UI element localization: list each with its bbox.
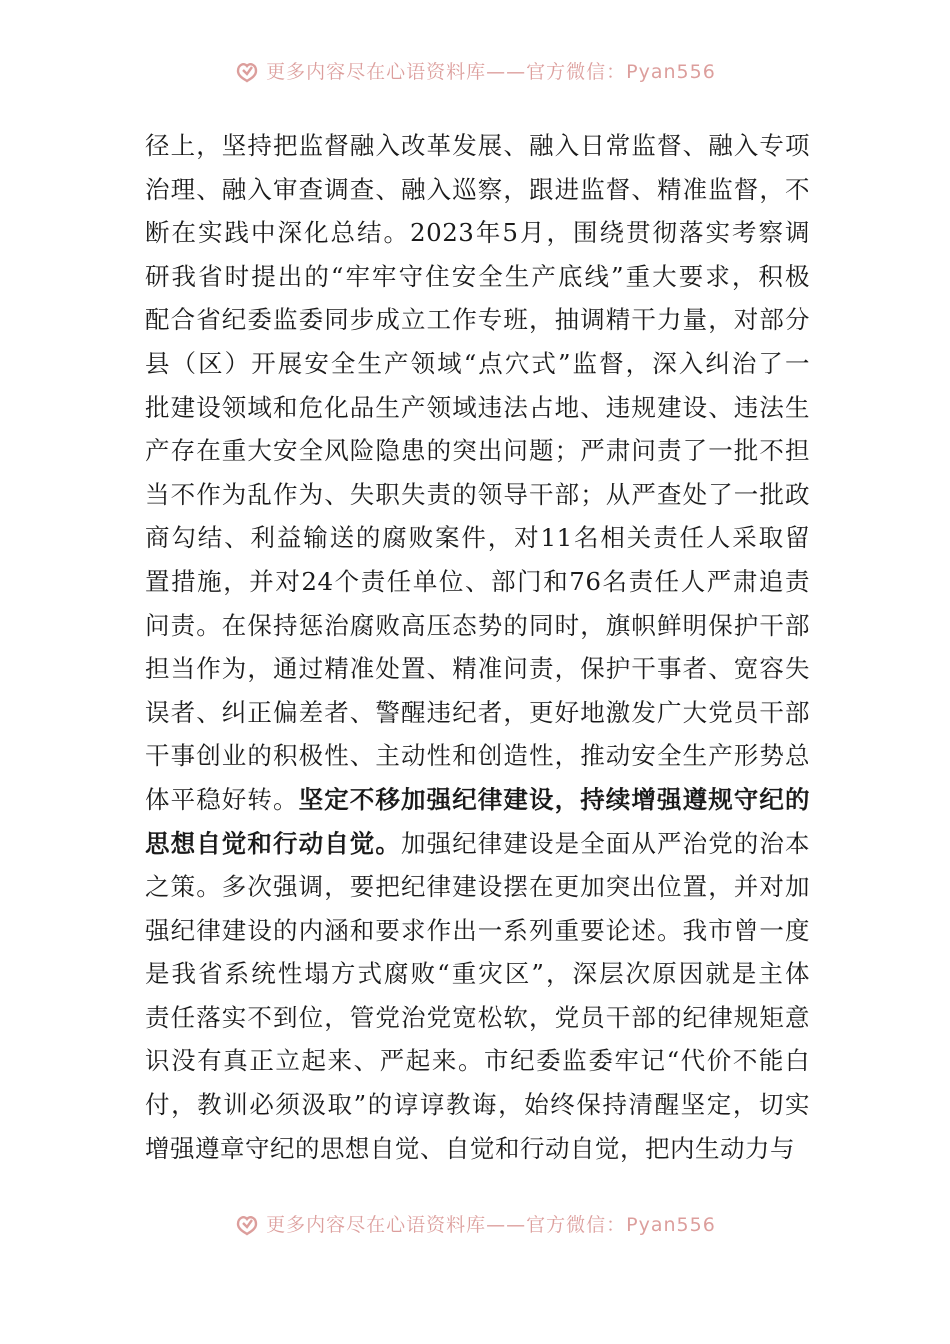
body-text: 径上，坚持把监督融入改革发展、融入日常监督、融入专项 xyxy=(145,131,810,160)
text-line xyxy=(145,473,810,517)
text-line xyxy=(145,1039,810,1083)
text-line xyxy=(145,211,810,255)
text-line xyxy=(145,560,810,604)
text-line xyxy=(145,1127,810,1171)
body-text: 研我省时提出的“牢牢守住安全生产底线”重大要求，积极 xyxy=(145,261,810,291)
text-line xyxy=(145,1083,810,1127)
watermark-logo-icon xyxy=(234,1210,260,1236)
text-line xyxy=(145,996,810,1040)
watermark-logo-icon xyxy=(234,57,260,83)
text-line xyxy=(145,604,810,648)
body-text: 担当作为，通过精准处置、精准问责，保护干事者、宽容失 xyxy=(145,654,810,684)
text-line xyxy=(145,822,810,866)
body-text: 之策。多次强调，要把纪律建设摆在更加突出位置，并对加 xyxy=(145,872,810,902)
text-line xyxy=(145,429,810,473)
text-line xyxy=(145,255,810,299)
text-line xyxy=(145,386,810,430)
body-text: 治理、融入审查调查、融入巡察，跟进监督、精准监督，不 xyxy=(145,174,810,204)
text-line xyxy=(145,516,810,560)
text-line xyxy=(145,168,810,212)
body-text: 干事创业的积极性、主动性和创造性，推动安全生产形势总 xyxy=(145,741,810,771)
bold-heading-text: 思想自觉和行动自觉。 xyxy=(145,828,401,858)
body-text: 识没有真正立起来、严起来。市纪委监委牢记“代价不能白 xyxy=(145,1046,810,1076)
text-line xyxy=(145,342,810,386)
text-line xyxy=(145,647,810,691)
body-text: 置措施，并对24个责任单位、部门和76名责任人严肃追责 xyxy=(145,566,810,596)
text-line xyxy=(145,124,810,168)
body-text: 县（区）开展安全生产领域“点穴式”监督，深入纠治了一 xyxy=(145,348,810,378)
text-line xyxy=(145,298,810,342)
body-text: 增强遵章守纪的思想自觉、自觉和行动自觉，把内生动力与 xyxy=(145,1133,795,1163)
text-line xyxy=(145,952,810,996)
bold-heading-text: 坚定不移加强纪律建设，持续增强遵规守纪的 xyxy=(298,784,811,814)
watermark-footer xyxy=(0,1203,950,1243)
watermark-text: 更多内容尽在心语资料库——官方微信：Pyan556 xyxy=(266,60,716,83)
body-text: 当不作为乱作为、失职失责的领导干部；从严查处了一批政 xyxy=(145,479,810,509)
text-line xyxy=(145,778,810,822)
text-line xyxy=(145,691,810,735)
body-text: 是我省系统性塌方式腐败“重灾区”，深层次原因就是主体 xyxy=(145,959,810,989)
body-text: 商勾结、利益输送的腐败案件，对11名相关责任人采取留 xyxy=(145,523,810,553)
body-text: 付，教训必须汲取”的谆谆教诲，始终保持清醒坚定，切实 xyxy=(145,1090,810,1120)
watermark-header xyxy=(0,50,950,90)
body-text: 责任落实不到位，管党治党宽松软，党员干部的纪律规矩意 xyxy=(145,1002,810,1032)
body-text: 强纪律建设的内涵和要求作出一系列重要论述。我市曾一度 xyxy=(145,915,810,945)
body-text: 批建设领域和危化品生产领域违法占地、违规建设、违法生 xyxy=(145,392,810,422)
text-line xyxy=(145,734,810,778)
body-text: 误者、纠正偏差者、警醒违纪者，更好地激发广大党员干部 xyxy=(145,697,810,727)
body-text: 配合省纪委监委同步成立工作专班，抽调精干力量，对部分 xyxy=(145,305,810,335)
body-text: 体平稳好转。 xyxy=(145,784,299,814)
body-text: 加强纪律建设是全面从严治党的治本 xyxy=(401,828,810,858)
body-text: 问责。在保持惩治腐败高压态势的同时，旗帜鲜明保护干部 xyxy=(145,610,810,640)
watermark-text: 更多内容尽在心语资料库——官方微信：Pyan556 xyxy=(266,1213,716,1236)
body-text: 产存在重大安全风险隐患的突出问题；严肃问责了一批不担 xyxy=(145,436,810,466)
body-text: 断在实践中深化总结。2023年5月，围绕贯彻落实考察调 xyxy=(145,218,810,248)
text-line xyxy=(145,909,810,953)
text-line xyxy=(145,865,810,909)
document-body xyxy=(145,124,810,1170)
